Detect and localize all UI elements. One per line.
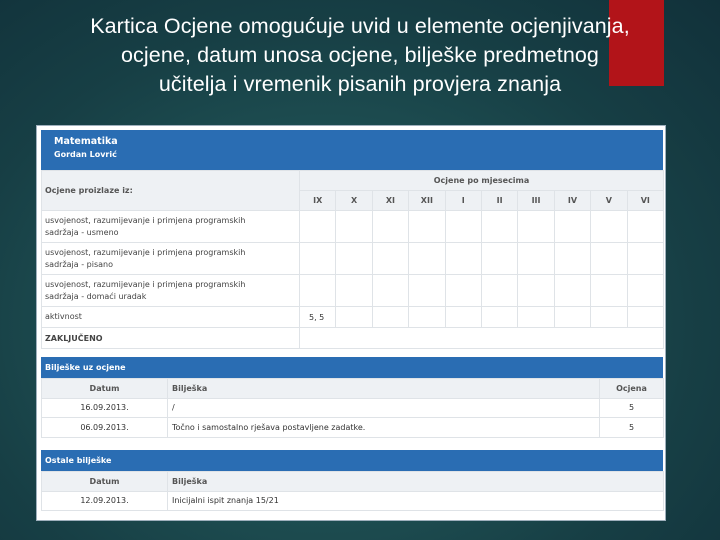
grade-cell xyxy=(518,243,554,275)
grade-cell xyxy=(591,307,627,328)
month-header: IX xyxy=(300,191,336,211)
grade-cell xyxy=(336,307,372,328)
note-date: 06.09.2013. xyxy=(42,418,168,438)
grade-cell xyxy=(445,275,481,307)
slide-title-line: ocjene, datum unosa ocjene, bilješke predmetnog xyxy=(120,43,599,67)
column-header: Bilješka xyxy=(168,379,600,399)
column-header: Ocjena xyxy=(600,379,664,399)
note-text: Točno i samostalno rješava postavljene zadatke. xyxy=(168,418,600,438)
subject-name: Matematika xyxy=(54,136,118,147)
months-header: Ocjene po mjesecima xyxy=(300,171,664,191)
note-grade: 5 xyxy=(600,398,664,418)
criterion-label: aktivnost xyxy=(42,307,300,328)
month-header: II xyxy=(481,191,517,211)
grade-cell xyxy=(518,307,554,328)
month-header: IV xyxy=(554,191,590,211)
grade-cell xyxy=(409,275,445,307)
note-text: Inicijalni ispit znanja 15/21 xyxy=(168,491,664,511)
month-header: X xyxy=(336,191,372,211)
note-date: 12.09.2013. xyxy=(42,491,168,511)
teacher-name: Gordan Lovrić xyxy=(54,150,117,159)
grade-cell xyxy=(518,211,554,243)
grade-cell xyxy=(409,211,445,243)
grade-cell xyxy=(336,211,372,243)
slide-title-line: Kartica Ocjene omogućuje uvid u elemente ocjenjivanja, xyxy=(90,14,630,38)
grade-cell xyxy=(591,243,627,275)
month-header: XII xyxy=(409,191,445,211)
grade-cell xyxy=(372,243,408,275)
month-header: VI xyxy=(627,191,664,211)
grades-table xyxy=(41,170,664,349)
criterion-label: usvojenost, razumijevanje i primjena programskih sadržaja - pisano xyxy=(42,243,300,275)
grades-card-screenshot xyxy=(36,125,666,521)
grade-notes-table xyxy=(41,378,664,438)
grade-cell xyxy=(627,243,664,275)
grade-cell xyxy=(627,211,664,243)
note-date: 16.09.2013. xyxy=(42,398,168,418)
grade-cell xyxy=(627,307,664,328)
column-header: Bilješka xyxy=(168,472,664,492)
column-header: Datum xyxy=(42,472,168,492)
grade-cell xyxy=(554,243,590,275)
grade-cell xyxy=(409,307,445,328)
month-header: V xyxy=(591,191,627,211)
slide-title xyxy=(40,12,680,99)
other-notes-title: Ostale bilješke xyxy=(41,450,663,471)
grade-cell xyxy=(300,243,336,275)
grade-cell xyxy=(300,275,336,307)
table-row xyxy=(42,398,664,418)
grade-cell xyxy=(518,275,554,307)
final-grade-label: ZAKLJUČENO xyxy=(42,328,300,349)
other-notes-table xyxy=(41,471,664,511)
grade-cell xyxy=(336,275,372,307)
grade-cell xyxy=(300,211,336,243)
grade-cell xyxy=(554,307,590,328)
grade-cell xyxy=(591,211,627,243)
grade-cell xyxy=(481,211,517,243)
grade-cell xyxy=(445,307,481,328)
table-row xyxy=(42,211,664,243)
criterion-label: usvojenost, razumijevanje i primjena programskih sadržaja - domaći uradak xyxy=(42,275,300,307)
grade-cell xyxy=(481,275,517,307)
slide-title-line: učitelja i vremenik pisanih provjera znanja xyxy=(158,72,562,96)
grade-cell xyxy=(627,275,664,307)
grade-cell xyxy=(554,211,590,243)
note-text: / xyxy=(168,398,600,418)
grade-notes-title: Bilješke uz ocjene xyxy=(41,357,663,378)
column-header: Datum xyxy=(42,379,168,399)
table-row xyxy=(42,275,664,307)
month-header: I xyxy=(445,191,481,211)
grade-cell xyxy=(445,243,481,275)
subject-header xyxy=(41,130,663,170)
final-grade-value xyxy=(300,328,664,349)
grade-cell xyxy=(591,275,627,307)
grade-cell xyxy=(481,307,517,328)
note-grade: 5 xyxy=(600,418,664,438)
grade-cell xyxy=(409,243,445,275)
grade-cell xyxy=(481,243,517,275)
grade-cell xyxy=(554,275,590,307)
month-header: XI xyxy=(372,191,408,211)
criterion-label: usvojenost, razumijevanje i primjena programskih sadržaja - usmeno xyxy=(42,211,300,243)
grade-cell xyxy=(372,275,408,307)
grade-cell: 5, 5 xyxy=(300,307,336,328)
table-row xyxy=(42,307,664,328)
criteria-header: Ocjene proizlaze iz: xyxy=(42,171,300,211)
table-row xyxy=(42,491,664,511)
grade-cell xyxy=(372,307,408,328)
final-grade-row xyxy=(42,328,664,349)
grade-cell xyxy=(336,243,372,275)
table-row xyxy=(42,243,664,275)
grade-cell xyxy=(372,211,408,243)
table-row xyxy=(42,418,664,438)
grade-cell xyxy=(445,211,481,243)
month-header: III xyxy=(518,191,554,211)
